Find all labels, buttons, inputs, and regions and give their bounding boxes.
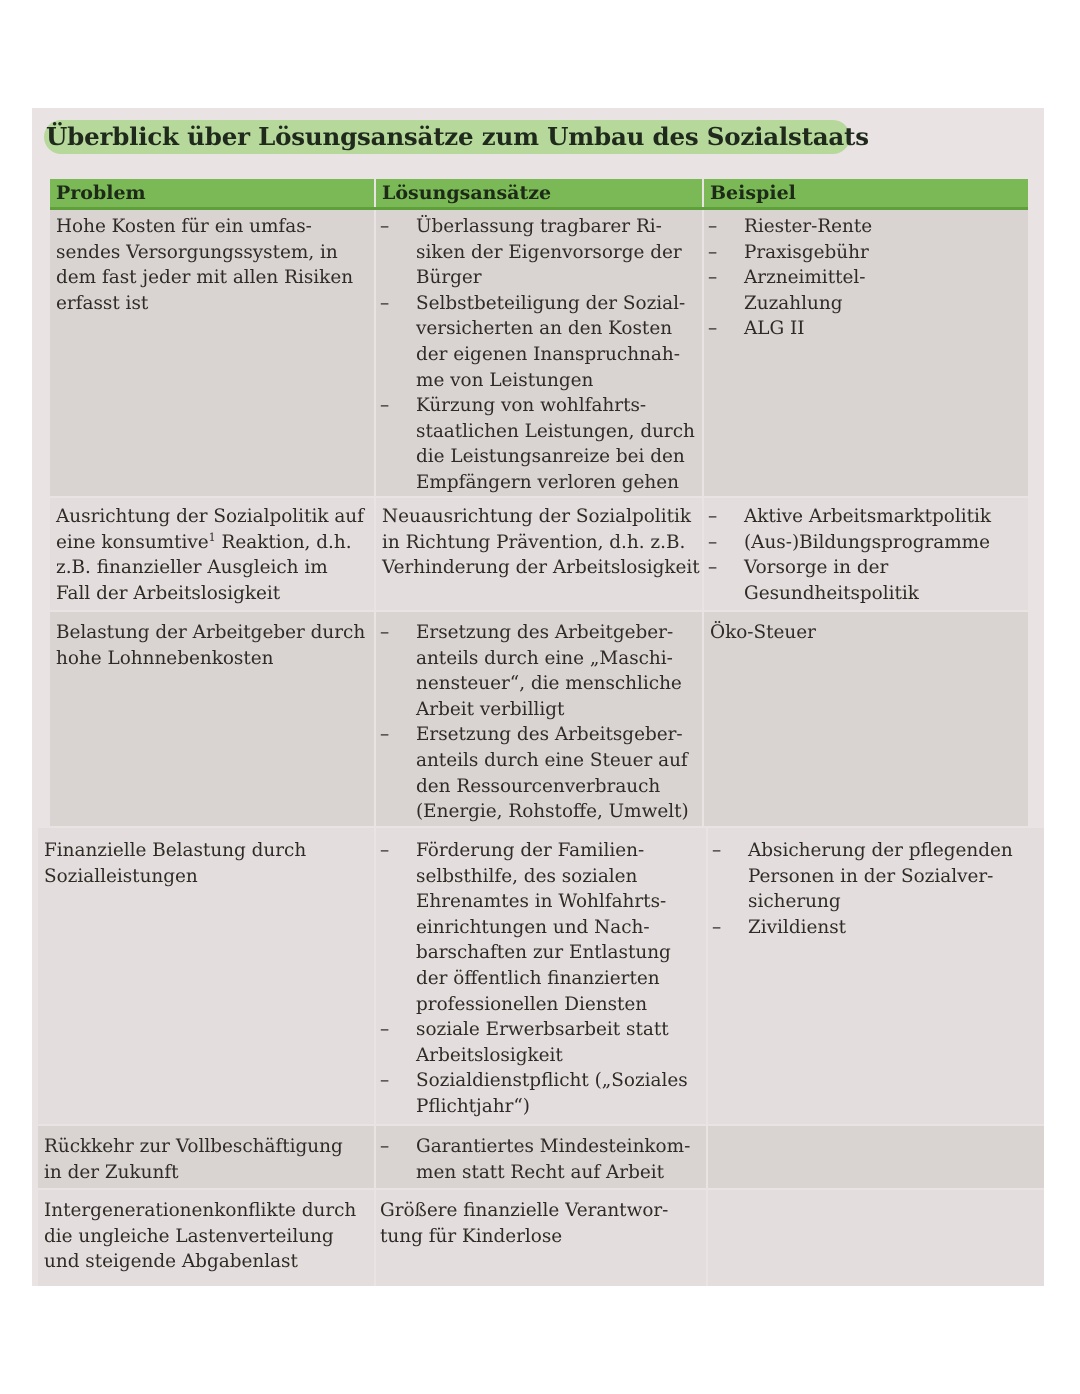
list-item: – Vorsorge in der Gesundheitspolitik <box>704 555 991 606</box>
row4-examples-list <box>708 838 1013 940</box>
row5-solutions-cell <box>376 1126 706 1188</box>
row1-problem-cell <box>50 210 374 496</box>
row4-solutions-cell <box>376 828 706 1124</box>
row3-problem-cell <box>50 612 374 826</box>
row2-problem-cell <box>50 498 374 610</box>
row4-problem: Finanzielle Belastung durch Sozialleistungen <box>44 840 307 887</box>
row4-solutions-list <box>376 838 688 1120</box>
row4-example-cell <box>708 828 1044 1124</box>
list-item: – Garantiertes Mindesteinkom- men statt Recht auf Arbeit <box>376 1134 690 1185</box>
row3-example: Öko-Steuer <box>710 622 816 643</box>
footnote-marker: 1 <box>208 530 216 544</box>
row2-problem-line2a: eine konsumtive <box>56 531 209 553</box>
list-item: – soziale Erwerbsarbeit statt Arbeitslosigkeit <box>376 1017 688 1068</box>
row5-problem: Rückkehr zur Vollbeschäftigung in der Zukunft <box>44 1136 343 1183</box>
row3-solutions-cell <box>376 612 702 826</box>
list-item: – Selbstbeteiligung der Sozial- versicherten an den Kosten der eigenen Inanspruchnah- me von Leistungen <box>376 291 695 393</box>
list-item: – Absicherung der pflegenden Personen in der Sozialver- sicherung <box>708 838 1013 915</box>
document-page <box>32 108 1044 1286</box>
list-item: – Ersetzung des Arbeitgeber- anteils durch eine „Maschi- nensteuer“, die menschliche Arbeit verbilligt <box>376 620 689 722</box>
row5-example-cell <box>708 1126 1044 1188</box>
row6-example-cell <box>708 1190 1044 1286</box>
header-example: Beispiel <box>704 179 1028 207</box>
row2-problem <box>56 504 364 606</box>
row5-solutions-list <box>376 1134 690 1185</box>
row6-solutions: Größere finanzielle Verantwor- tung für Kinderlose <box>380 1200 669 1247</box>
row2-example-cell <box>704 498 1028 610</box>
row1-problem: Hohe Kosten für ein umfas- sendes Versorgungssystem, in dem fast jeder mit allen Risiken erfasst ist <box>56 216 354 314</box>
row3-problem: Belastung der Arbeitgeber durch hohe Lohnnebenkosten <box>56 622 366 669</box>
row2-solutions: Neuausrichtung der Sozialpolitik in Richtung Prävention, d.h. z.B. Verhinderung der Arbeitslosigkeit <box>382 506 700 579</box>
page-title: Überblick über Lösungsansätze zum Umbau des Sozialstaats <box>46 122 869 151</box>
list-item: – Arzneimittel- Zuzahlung <box>704 265 872 316</box>
header-problem: Problem <box>50 179 374 207</box>
row2-problem-line2b: Reaktion, d.h. <box>215 531 352 553</box>
row5-problem-cell <box>38 1126 374 1188</box>
list-item: – (Aus-)Bildungsprogramme <box>704 530 991 556</box>
row3-example-cell <box>704 612 1028 826</box>
list-item: – Förderung der Familien- selbsthilfe, des sozialen Ehrenamtes in Wohlfahrts- einrichtungen und Nach- barschaften zur Entlastung der öffentlich finanzierten professionellen Diensten <box>376 838 688 1017</box>
row2-problem-line3: z.B. finanzieller Ausgleich im Fall der Arbeitslosigkeit <box>56 557 328 604</box>
list-item: – Riester-Rente <box>704 214 872 240</box>
row1-solutions-cell <box>376 210 702 496</box>
row6-problem-cell <box>38 1190 374 1286</box>
row3-solutions-list <box>376 620 689 825</box>
list-item: – Ersetzung des Arbeitsgeber- anteils durch eine Steuer auf den Ressourcenverbrauch (Energie, Rohstoffe, Umwelt) <box>376 722 689 824</box>
list-item: – Sozialdienstpflicht („Soziales Pflichtjahr“) <box>376 1068 688 1119</box>
list-item: – Kürzung von wohlfahrts- staatlichen Leistungen, durch die Leistungsanreize bei den Empfängern verloren gehen <box>376 393 695 495</box>
row6-solutions-cell <box>376 1190 706 1286</box>
list-item: – Zivildienst <box>708 915 1013 941</box>
row1-example-cell <box>704 210 1028 496</box>
list-item: – Überlassung tragbarer Ri- siken der Eigenvorsorge der Bürger <box>376 214 695 291</box>
row2-solutions-cell <box>376 498 702 610</box>
row6-problem: Intergenerationenkonflikte durch die ungleiche Lastenverteilung und steigende Abgabenlast <box>44 1200 357 1273</box>
row2-examples-list <box>704 504 991 606</box>
list-item: – ALG II <box>704 316 872 342</box>
row2-problem-line1: Ausrichtung der Sozialpolitik auf <box>56 506 364 527</box>
header-solutions: Lösungsansätze <box>376 179 702 207</box>
list-item: – Praxisgebühr <box>704 240 872 266</box>
list-item: – Aktive Arbeitsmarktpolitik <box>704 504 991 530</box>
row4-problem-cell <box>38 828 374 1124</box>
row1-solutions-list <box>376 214 695 496</box>
row1-examples-list <box>704 214 872 342</box>
